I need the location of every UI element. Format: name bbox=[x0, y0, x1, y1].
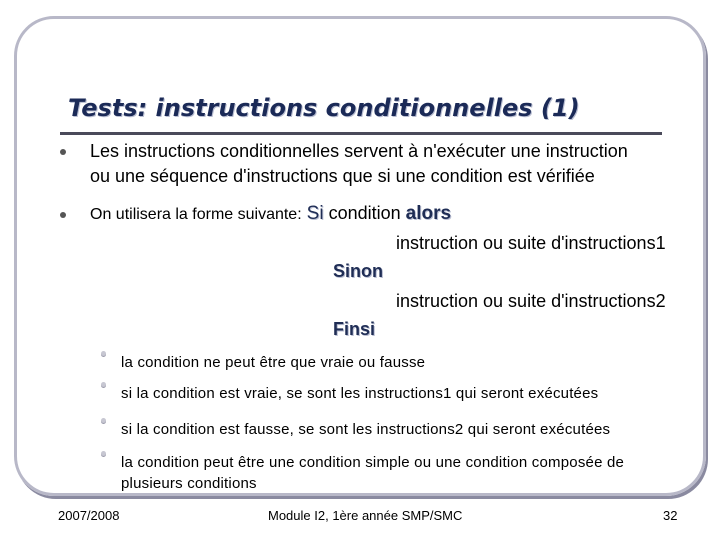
slide-title: Tests: instructions conditionnelles (1) bbox=[68, 94, 580, 122]
bullet-1-line-2: ou une séquence d'instructions que si une condition est vérifiée bbox=[90, 166, 595, 186]
sub-bullet-3: si la condition est fausse, se sont les instructions2 qui seront exécutées bbox=[121, 421, 611, 438]
form-condition: condition bbox=[323, 203, 406, 223]
sub-bullet-icon bbox=[101, 382, 106, 387]
footer-module: Module I2, 1ère année SMP/SMC bbox=[268, 508, 463, 523]
bullet-1-text bbox=[90, 139, 628, 189]
footer-page-number: 32 bbox=[663, 508, 678, 523]
sub-bullet-4 bbox=[121, 452, 624, 494]
form-instruction-2: instruction ou suite d'instructions2 bbox=[396, 291, 666, 311]
footer-date: 2007/2008 bbox=[58, 508, 120, 523]
keyword-alors: alors bbox=[405, 203, 452, 224]
keyword-finsi: Finsi bbox=[333, 319, 376, 339]
form-instruction-1: instruction ou suite d'instructions1 bbox=[396, 233, 666, 253]
form-intro-line bbox=[90, 203, 451, 225]
keyword-si: Si bbox=[306, 203, 324, 224]
sub-bullet-1: la condition ne peut être que vraie ou fausse bbox=[121, 354, 426, 371]
sub-bullet-2: si la condition est vraie, se sont les instructions1 qui seront exécutées bbox=[121, 385, 599, 402]
sub-bullet-icon bbox=[101, 418, 106, 423]
sub-bullet-4-line-1: la condition peut être une condition simple ou une condition composée de bbox=[121, 454, 625, 471]
sub-bullet-icon bbox=[101, 451, 106, 456]
keyword-sinon: Sinon bbox=[333, 261, 383, 281]
form-intro: On utilisera la forme suivante: bbox=[90, 206, 302, 223]
sub-bullet-icon bbox=[101, 351, 106, 356]
bullet-icon bbox=[60, 212, 66, 218]
bullet-1-line-1: Les instructions conditionnelles servent à n'exécuter une instruction bbox=[90, 141, 628, 161]
bullet-icon bbox=[60, 149, 66, 155]
title-divider bbox=[60, 132, 662, 135]
sub-bullet-4-line-2: plusieurs conditions bbox=[121, 475, 257, 492]
